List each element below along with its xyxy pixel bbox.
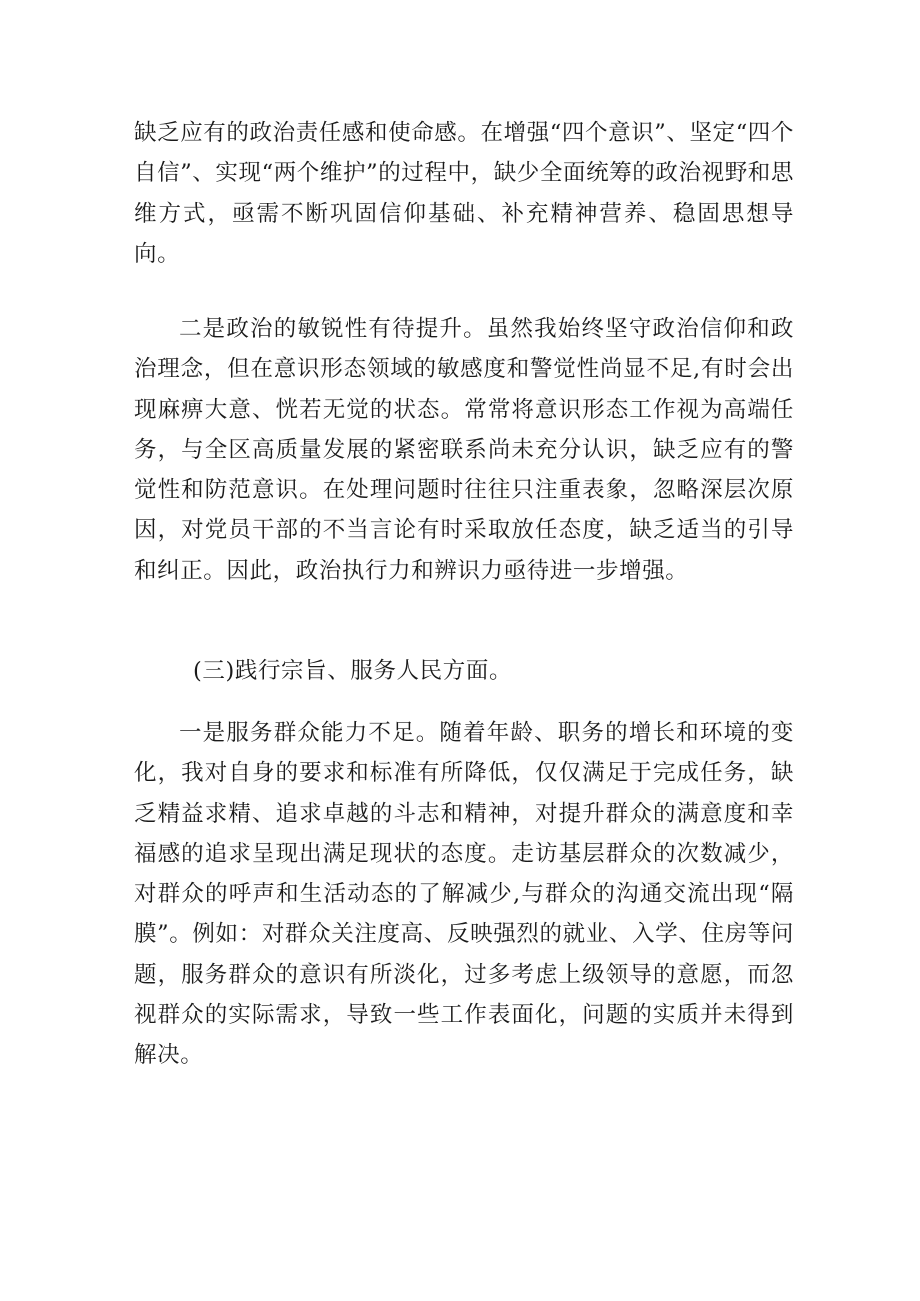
paragraph-text: 一是服务群众能力不足。随着年龄、职务的增长和环境的变化，我对自身的要求和标准有所降低，仅仅满足于完成任务，缺乏精益求精、追求卓越的斗志和精神，对提升群众的满意度和幸福感的追求呈现出满足现状的态度。走访基层群众的次数减少，对群众的呼声和生活动态的了解减少,与群众的沟通交流出现“隔膜”。例如：对群众关注度高、反映强烈的就业、入学、住房等问题，服务群众的意识有所淡化，过多考虑上级领导的意愿，而忽视群众的实际需求，导致一些工作表面化，问题的实质并未得到解决。 — [134, 720, 794, 1069]
paragraph-continuation — [134, 113, 794, 274]
section-heading: (三)践行宗旨、服务人民方面。 — [193, 658, 513, 684]
paragraph-political-sensitivity — [134, 309, 794, 591]
paragraph-text: 缺乏应有的政治责任感和使命感。在增强“四个意识”、坚定“四个自信”、实现“两个维护”的过程中，缺少全面统筹的政治视野和思维方式，亟需不断巩固信仰基础、补充精神营养、稳固思想导向。 — [134, 120, 795, 267]
paragraph-service-ability — [134, 713, 794, 1076]
paragraph-text: 二是政治的敏锐性有待提升。虽然我始终坚守政治信仰和政治理念，但在意识形态领域的敏感度和警觉性尚显不足,有时会出现麻痹大意、恍若无觉的状态。常常将意识形态工作视为高端任务，与全区高质量发展的紧密联系尚未充分认识，缺乏应有的警觉性和防范意识。在处理问题时往往只注重表象，忽略深层次原因，对党员干部的不当言论有时采取放任态度，缺乏适当的引导和纠正。因此，政治执行力和辨识力亟待进一步增强。 — [134, 316, 794, 584]
